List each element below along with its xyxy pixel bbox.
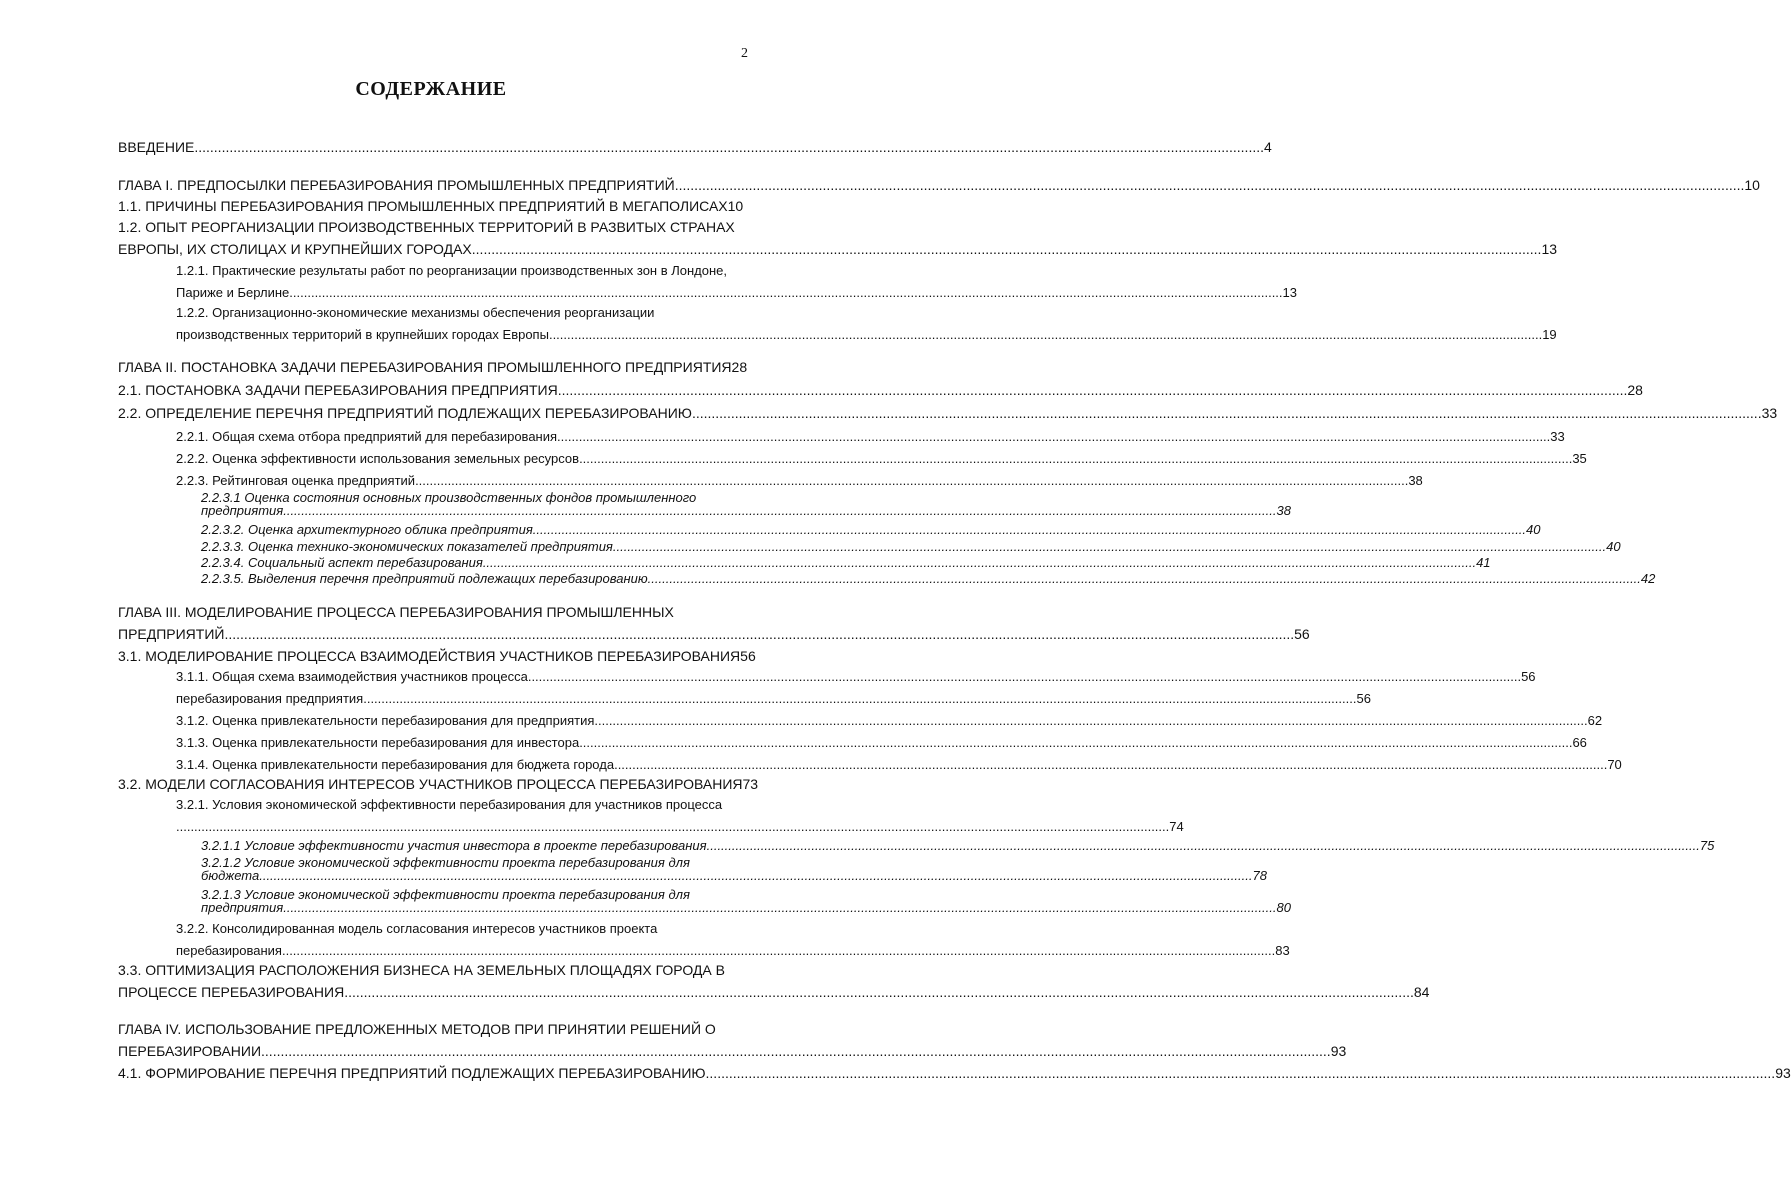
- dot-leader: [579, 734, 1572, 752]
- toc-entry-title: 3.1.2. Оценка привлекательности перебазирования для предприятия: [176, 713, 595, 728]
- toc-page-number: 62: [1587, 713, 1603, 728]
- toc-entry: [118, 381, 1643, 400]
- dot-leader: [415, 472, 1408, 490]
- toc-page-number: 93: [1775, 1065, 1791, 1081]
- dot-leader: [363, 690, 1356, 708]
- toc-entry-title: предприятия: [201, 503, 284, 518]
- dot-leader: [283, 900, 1276, 916]
- toc-entry: [176, 304, 1557, 345]
- toc-entry-title: ПРЕДПРИЯТИЙ: [118, 626, 225, 642]
- toc-entry-title: перебазирования: [176, 943, 282, 958]
- toc-entry-title: ГЛАВА IV. ИСПОЛЬЗОВАНИЕ ПРЕДЛОЖЕННЫХ МЕТОДОВ ПРИ ПРИНЯТИИ РЕШЕНИЙ О: [118, 1021, 716, 1037]
- toc-entry: [201, 887, 1291, 916]
- toc-entry: [176, 796, 1184, 837]
- toc-entry: [176, 756, 1622, 775]
- toc-entry-title: ПЕРЕБАЗИРОВАНИИ: [118, 1043, 262, 1059]
- toc-entry: [176, 428, 1565, 447]
- toc-entry-title: 3.2. МОДЕЛИ СОГЛАСОВАНИЯ ИНТЕРЕСОВ УЧАСТНИКОВ ПРОЦЕССА ПЕРЕБАЗИРОВАНИЯ: [118, 776, 743, 792]
- toc-page-number: 83: [1275, 943, 1290, 958]
- toc-entry: [118, 1020, 1347, 1061]
- toc-page-number: 40: [1606, 539, 1621, 554]
- toc-page-number: 28: [1627, 382, 1643, 398]
- dot-leader: [194, 138, 1264, 156]
- toc-entry-title: 2.2.3.3. Оценка технико-экономических показателей предприятия: [201, 539, 613, 554]
- dot-leader: [557, 428, 1550, 446]
- toc-page-number: 4: [1264, 139, 1272, 155]
- toc-entry-title: 3.3. ОПТИМИЗАЦИЯ РАСПОЛОЖЕНИЯ БИЗНЕСА НА ЗЕМЕЛЬНЫХ ПЛОЩАДЯХ ГОРОДА В: [118, 962, 725, 978]
- toc-entry: [118, 647, 756, 666]
- toc-entry: [201, 838, 1715, 854]
- toc-entry: [201, 571, 1656, 587]
- dot-leader: [533, 522, 1526, 538]
- toc-entry-title: 1.2.1. Практические результаты работ по реорганизации производственных зон в Лондоне,: [176, 263, 728, 278]
- toc-page-number: 10: [727, 198, 744, 214]
- toc-entry-title: 2.2.1. Общая схема отбора предприятий для перебазирования: [176, 429, 558, 444]
- dot-leader: [289, 284, 1282, 302]
- toc-entry: [201, 555, 1491, 571]
- dot-leader: [261, 1042, 1331, 1060]
- toc-entry-title: 2.2.3.2. Оценка архитектурного облика предприятия: [201, 522, 533, 537]
- toc-entry-title: 3.1.3. Оценка привлекательности перебазирования для инвестора: [176, 735, 580, 750]
- toc-entry-title: 3.1. МОДЕЛИРОВАНИЕ ПРОЦЕССА ВЗАИМОДЕЙСТВИЯ УЧАСТНИКОВ ПЕРЕБАЗИРОВАНИЯ: [118, 648, 741, 664]
- toc-entry-title: 3.2.1.1 Условие эффективности участия инвестора в проекте перебазирования: [201, 838, 707, 853]
- page-number: 2: [741, 46, 748, 61]
- toc-page-number: 33: [1550, 429, 1565, 444]
- toc-entry-title: ЕВРОПЫ, ИХ СТОЛИЦАХ И КРУПНЕЙШИХ ГОРОДАХ: [118, 241, 472, 257]
- dot-leader: [472, 240, 1542, 258]
- toc-entry: [176, 920, 1290, 961]
- toc-entry: [118, 775, 759, 794]
- toc-page-number: 38: [1276, 503, 1291, 518]
- dot-leader: [549, 326, 1542, 344]
- toc-entry: [176, 668, 1536, 687]
- toc-entry-title: 1.2. ОПЫТ РЕОРГАНИЗАЦИИ ПРОИЗВОДСТВЕННЫХ ТЕРРИТОРИЙ В РАЗВИТЫХ СТРАНАХ: [118, 219, 735, 235]
- toc-page-number: 80: [1276, 900, 1291, 915]
- toc-entry: [176, 262, 1297, 303]
- dot-leader: [528, 668, 1521, 686]
- toc-entry-title: ВВЕДЕНИЕ: [118, 139, 195, 155]
- toc-page-number: 78: [1252, 868, 1267, 883]
- dot-leader: [692, 404, 1762, 422]
- toc-page-number: 40: [1526, 522, 1541, 537]
- toc-page-number: 73: [742, 776, 759, 792]
- toc-entry: [201, 522, 1541, 538]
- toc-page-number: 56: [1521, 669, 1536, 684]
- toc-entry: [118, 603, 1310, 644]
- toc-entry: [176, 450, 1587, 469]
- toc-page-number: 28: [731, 359, 748, 375]
- toc-entry-title: ПРОЦЕССЕ ПЕРЕБАЗИРОВАНИЯ: [118, 984, 345, 1000]
- toc-entry: [201, 539, 1621, 555]
- toc-entry-title: предприятия: [201, 900, 284, 915]
- toc-page-number: 84: [1413, 984, 1430, 1000]
- toc-entry: [118, 218, 1558, 259]
- dot-leader: [675, 176, 1745, 194]
- toc-entry: [176, 690, 1371, 709]
- toc-entry: [176, 712, 1603, 731]
- toc-entry-title: ГЛАВА III. МОДЕЛИРОВАНИЕ ПРОЦЕССА ПЕРЕБАЗИРОВАНИЯ ПРОМЫШЛЕННЫХ: [118, 604, 674, 620]
- dot-leader: [283, 503, 1276, 519]
- dot-leader: [707, 838, 1700, 854]
- toc-entry: [201, 855, 1267, 884]
- toc-entry-title: перебазирования предприятия: [176, 691, 364, 706]
- toc-page-number: 13: [1541, 241, 1558, 257]
- toc-entry-title: 3.2.1. Условия экономической эффективности перебазирования для участников процесса: [176, 797, 723, 812]
- toc-entry: [118, 1064, 1791, 1083]
- toc-page-number: 66: [1572, 735, 1587, 750]
- dot-leader: [176, 818, 1169, 836]
- toc-entry-title: 2.2. ОПРЕДЕЛЕНИЕ ПЕРЕЧНЯ ПРЕДПРИЯТИЙ ПОДЛЕЖАЩИХ ПЕРЕБАЗИРОВАНИЮ: [118, 405, 692, 421]
- toc-page-number: 19: [1542, 327, 1557, 342]
- toc-entry: [118, 197, 744, 216]
- toc-page-number: 35: [1572, 451, 1587, 466]
- toc-entry-title: бюджета: [201, 868, 260, 883]
- toc-page-number: 56: [1294, 626, 1310, 642]
- toc-entry: [118, 358, 748, 377]
- toc-page-number: 75: [1699, 838, 1715, 853]
- page-title: СОДЕРЖАНИЕ: [355, 78, 507, 100]
- toc-page-number: 56: [740, 648, 756, 664]
- toc-page-number: 10: [1744, 177, 1760, 193]
- dot-leader: [259, 868, 1252, 884]
- toc-entry-title: 2.2.3.1 Оценка состояния основных производственных фондов промышленного: [201, 490, 697, 505]
- dot-leader: [594, 712, 1587, 730]
- toc-page-number: 74: [1169, 819, 1184, 834]
- dot-leader: [614, 756, 1607, 774]
- toc-entry: [176, 734, 1587, 753]
- dot-leader: [344, 983, 1414, 1001]
- toc-entry: [201, 490, 1291, 519]
- toc-page-number: 42: [1640, 571, 1656, 586]
- toc-entry-title: 1.1. ПРИЧИНЫ ПЕРЕБАЗИРОВАНИЯ ПРОМЫШЛЕННЫХ ПРЕДПРИЯТИЙ В МЕГАПОЛИСАХ: [118, 198, 728, 214]
- toc-entry-title: 2.2.3.4. Социальный аспект перебазирования: [201, 555, 483, 570]
- toc-entry-title: 2.2.3.5. Выделения перечня предприятий подлежащих перебазированию: [201, 571, 648, 586]
- toc-entry: [176, 472, 1423, 491]
- dot-leader: [706, 1064, 1776, 1082]
- toc-entry: [118, 176, 1760, 195]
- toc-entry-title: 1.2.2. Организационно-экономические механизмы обеспечения реорганизации: [176, 305, 655, 320]
- dot-leader: [483, 555, 1476, 571]
- toc-entry-title: 3.2.1.3 Условие экономической эффективности проекта перебазирования для: [201, 887, 690, 902]
- toc-entry-title: 3.2.2. Консолидированная модель согласования интересов участников проекта: [176, 921, 658, 936]
- toc-entry-title: 3.1.4. Оценка привлекательности перебазирования для бюджета города: [176, 757, 615, 772]
- toc-entry-title: производственных территорий в крупнейших городах Европы: [176, 327, 549, 342]
- toc-entry-title: 4.1. ФОРМИРОВАНИЕ ПЕРЕЧНЯ ПРЕДПРИЯТИЙ ПОДЛЕЖАЩИХ ПЕРЕБАЗИРОВАНИЮ: [118, 1065, 706, 1081]
- toc-page-number: 33: [1761, 405, 1778, 421]
- toc-entry-title: ГЛАВА II. ПОСТАНОВКА ЗАДАЧИ ПЕРЕБАЗИРОВАНИЯ ПРОМЫШЛЕННОГО ПРЕДПРИЯТИЯ: [118, 359, 732, 375]
- toc-page-number: 56: [1356, 691, 1371, 706]
- toc-entry-title: Париже и Берлине: [176, 285, 290, 300]
- toc-entry-title: 3.2.1.2 Условие экономической эффективности проекта перебазирования для: [201, 855, 690, 870]
- toc-entry-title: ГЛАВА I. ПРЕДПОСЫЛКИ ПЕРЕБАЗИРОВАНИЯ ПРОМЫШЛЕННЫХ ПРЕДПРИЯТИЙ: [118, 177, 675, 193]
- dot-leader: [648, 571, 1641, 587]
- toc-entry: [118, 138, 1272, 157]
- toc-entry-title: 2.2.3. Рейтинговая оценка предприятий: [176, 473, 416, 488]
- toc-page-number: 38: [1408, 473, 1423, 488]
- toc-entry: [118, 404, 1778, 423]
- dot-leader: [558, 381, 1628, 399]
- toc-entry: [118, 961, 1430, 1002]
- toc-entry-title: 2.2.2. Оценка эффективности использования земельных ресурсов: [176, 451, 580, 466]
- dot-leader: [224, 625, 1294, 643]
- toc-entry-title: 3.1.1. Общая схема взаимодействия участников процесса: [176, 669, 528, 684]
- dot-leader: [613, 539, 1606, 555]
- dot-leader: [282, 942, 1275, 960]
- toc-page-number: 13: [1282, 285, 1297, 300]
- toc-page-number: 41: [1476, 555, 1491, 570]
- toc-page-number: 70: [1607, 757, 1622, 772]
- toc-page-number: 93: [1330, 1043, 1347, 1059]
- dot-leader: [579, 450, 1572, 468]
- toc-entry-title: 2.1. ПОСТАНОВКА ЗАДАЧИ ПЕРЕБАЗИРОВАНИЯ ПРЕДПРИЯТИЯ: [118, 382, 558, 398]
